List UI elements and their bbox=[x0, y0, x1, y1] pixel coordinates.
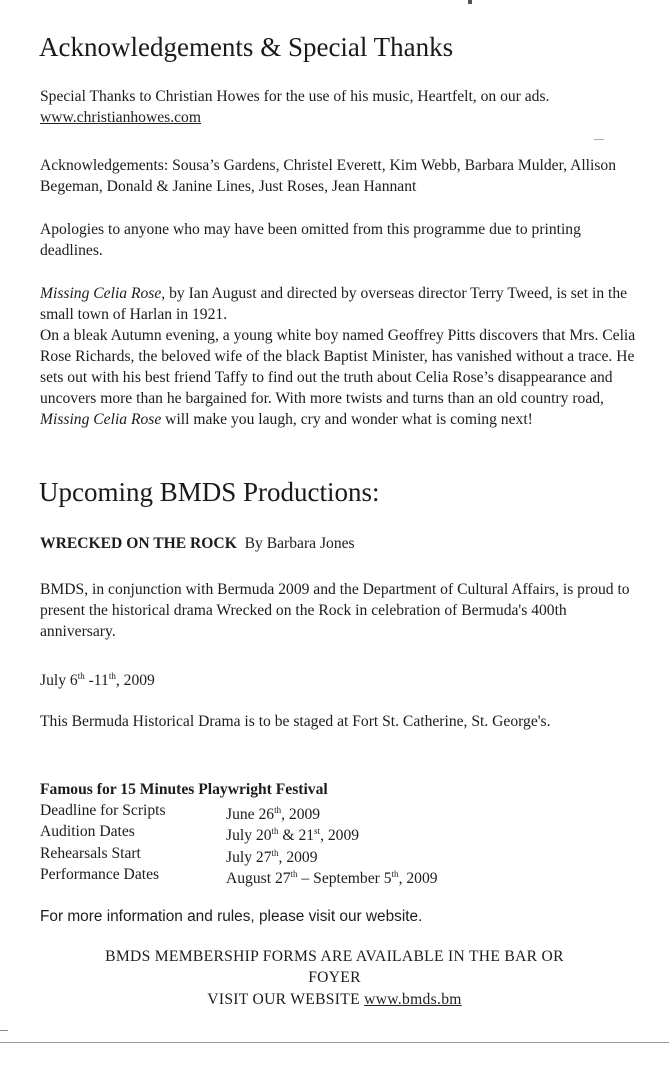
acknowledgements-heading: Acknowledgements & Special Thanks bbox=[39, 32, 454, 62]
special-thanks-text: Special Thanks to Christian Howes for the use of his music, Heartfelt, on our ads. bbox=[40, 88, 550, 105]
production-dates: July 6th -11th, 2009 bbox=[40, 671, 155, 689]
christianhowes-link[interactable]: www.christianhowes.com bbox=[40, 109, 201, 126]
play-description-paragraph bbox=[40, 283, 640, 430]
membership-notice-line1: BMDS MEMBERSHIP FORMS ARE AVAILABLE IN THE BAR OR bbox=[105, 948, 564, 965]
production-description: BMDS, in conjunction with Bermuda 2009 and the Department of Cultural Affairs, is proud to present the historical drama Wrecked on the Rock in celebration of Bermuda's 400th anniversary. bbox=[40, 581, 630, 640]
visit-website-line: VISIT OUR WEBSITE www.bmds.bm bbox=[207, 991, 462, 1008]
production-venue: This Bermuda Historical Drama is to be staged at Fort St. Catherine, St. George's. bbox=[40, 713, 551, 730]
play-title: Missing Celia Rose, bbox=[40, 285, 166, 302]
scan-mark bbox=[468, 0, 472, 4]
membership-notice-line2: FOYER bbox=[308, 969, 361, 986]
schedule-value: August 27th – September 5th, 2009 bbox=[226, 868, 438, 887]
synopsis-play-title: Missing Celia Rose bbox=[40, 411, 162, 428]
schedule-label: Deadline for Scripts bbox=[40, 802, 166, 819]
more-info-text: For more information and rules, please visit our website. bbox=[40, 908, 423, 925]
schedule-value: June 26th, 2009 bbox=[226, 805, 321, 823]
production-title: WRECKED ON THE ROCK bbox=[40, 535, 237, 552]
play-intro: by Ian August and directed by overseas director Terry Tweed, is set in the small town of Harlan in 1921. bbox=[40, 285, 628, 323]
apologies-paragraph: Apologies to anyone who may have been omitted from this programme due to printing deadlines. bbox=[40, 221, 581, 259]
acknowledgements-paragraph: Acknowledgements: Sousa’s Gardens, Christel Everett, Kim Webb, Barbara Mulder, Allison Begeman, Donald & Janine Lines, Just Roses, Jean Hannant bbox=[40, 157, 616, 195]
special-thanks-paragraph bbox=[40, 86, 640, 128]
scan-mark bbox=[0, 1030, 8, 1031]
production-title-line bbox=[40, 533, 640, 554]
festival-title: Famous for 15 Minutes Playwright Festival bbox=[40, 781, 328, 798]
schedule-label: Audition Dates bbox=[40, 823, 135, 841]
schedule-label: Rehearsals Start bbox=[40, 844, 141, 862]
schedule-value: July 27th, 2009 bbox=[226, 847, 318, 866]
schedule-label: Performance Dates bbox=[40, 865, 160, 883]
synopsis-text: On a bleak Autumn evening, a young white boy named Geoffrey Pitts discovers that Mrs. Celia Rose Richards, the beloved wife of the black Baptist Minister, has vanished without a trace. He sets out with his best friend Taffy to find out the truth about Celia Rose’s disappearance and uncovers more than he bargained for. With more twists and turns than an old country road, bbox=[40, 327, 636, 407]
schedule-value: July 20th & 21st, 2009 bbox=[226, 826, 360, 845]
synopsis-ending: will make you laugh, cry and wonder what is coming next! bbox=[161, 411, 533, 428]
upcoming-productions-heading: Upcoming BMDS Productions: bbox=[39, 477, 380, 507]
page-bottom-rule bbox=[0, 1042, 669, 1043]
bmds-website-link[interactable]: www.bmds.bm bbox=[364, 991, 462, 1008]
production-author: By Barbara Jones bbox=[244, 535, 355, 552]
scan-mark bbox=[594, 139, 604, 140]
